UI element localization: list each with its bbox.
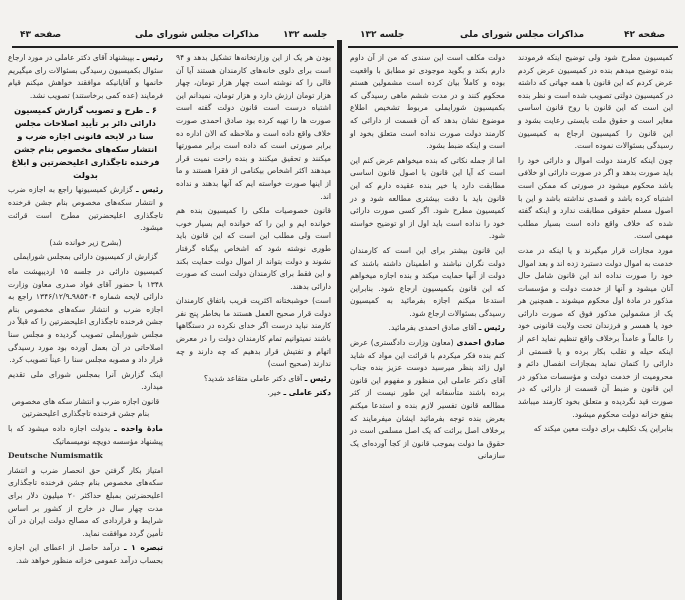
speech-text: بپیشنهاد آقای دکتر عاملی در مورد ارجاع سئوال بکمیسیون رسیدگی بسئوالات رای میگیریم خانمها و آقایانیکه موافقند خواهش میکنم قیام فرمایند (عده کمی برخاستند) تصویب نشد. [8,53,163,100]
running-title: مذاکرات مجلس شورای ملی [460,30,585,40]
page-number: صفحه ۴۳ [20,30,62,40]
centered-line: گزارش از کمیسیون دارائی بمجلس شورایملی [13,252,158,262]
header-rule [12,46,334,48]
section-title: ۶ ـ طرح و تصویب گزارش کمیسیون دارائی دائر بر تأیید اصلاحات مجلس سنا در لایحه قانونی اجازه ضرب و انتشار سکه‌های مخصوص بنام جشن فرخنده تاجگذاری اعلیحضرتین و ابلاغ بدولت [11,105,160,181]
speech-paragraph [350,337,505,463]
paragraph: کمیسیون دارائی در جلسه ۱۵ اردیبهشت ماه ۱۳۴۸ با حضور آقای فواد صدری معاون وزارت دارائی لایحه شماره ۹۸۵۴۰۴ـ۱۳۴۶/۱۲/۹ راجع به اجازه ضرب و انتشار سکه‌های مخصوص بنام جشن فرخنده تاجگذاری اعلیحضرتین را که قبلاً در مجلس شورایملی تصویب گردیده و مجلس سنا اصلاحاتی در آن بعمل آورده بود مورد رسیدگی قرار داد و مصوبه مجلس سنا را عیناً تصویب کرد. [8,266,163,365]
speech-paragraph [350,322,505,335]
column-right [176,52,331,402]
speech-text: آقای دکتر عاملی متقاعد شدید؟ [203,373,303,383]
session-number: جلسه ۱۳۲ [283,30,328,40]
speech-paragraph [8,52,163,102]
paragraph: مورد مجازات قرار میگیرند و یا اینکه در مدت خدمت به اموال دولت دستبرد زده اند و بعد اموال خود را صورت نداده اند این قانون شامل حال آنان میشود و آنها از خدمت دولت و مؤسسات مذکور در مادهٔ اول محکوم میشوند ـ همچنین هر یک از مشمولین مذکور فوق که صورت دارائی خود یا همسر و فرزندان تحت ولایت قانونی خود را عالماً و عامداً برخلاف واقع تنظیم نماید اعم از اینکه حیله و تقلب بکار برده و یا قسمتی از دارائی را کتمان نماید بمجازات انفصال دائم و محرومیت از خدمت دولت و مؤسسات مذکور در این قانون و ضبط آن قسمت از دارائی که در صورت قید نگردیده و متعلق بخود کارمند میباشد بنفع خزانه دولت محکوم میشود. [518,245,673,419]
speech-paragraph [8,542,163,567]
speaker-name: رئیس ـ [136,53,164,62]
speaker-name: مادهٔ واحده ـ [114,424,163,434]
speaker-name: دکتر عاملی ـ [283,388,331,398]
latin-name: Deutsche Numismatik [8,451,103,461]
paragraph: بنابراین یک تکلیف برای دولت معین میکند که [533,424,673,434]
paragraph: بودن هر یک از این وزارتخانه‌ها تشکیل بدهد و ۹۴ است برای دلوی خانه‌های کارمندان هستند آیا آن قالی را که نوشته است چهار هزار تومان، چهار هزار تومان ارزش دارد و هزار تومان، نمیدانم این اشتباه درست است قانون دولت گفته است صورت ها را تهیه کرده بود صادق احمدی صورت خلاف واقع داده است و ملاحظه که الان اداره ده برابر صورتی است که داده است برابر مصورتها میکنند و تحقیق میکنند و بنده راحت نمیت قرار میدهند اکثر اشخاص بیکنامی از فقرا هستند و ما از اینها صورت خواسته ایم که آنها بدهند و نداده اند. [176,53,331,201]
speech-paragraph [176,373,331,386]
paragraph: قانون خصوصیات ملکی را کمیسیون بنده هم خوانده ایم و این را که خوانده ایم بسیار خوب است ولی مطلب این است که این قانون باید طوری نوشته شود که اشخاص بیگناه گرفتار نشوند و دولت بتواند از اموال دولت حمایت بکند و این فقط برای کارمندان دولت است که صورت دارائی بدهند. [176,206,331,291]
speech-text: (معاون وزارت دادگستری) عرض کنم بنده فکر میکردم با قرائت این مواد که شاید اول زائد بنظر میرسید دوست عزیز بنده جناب آقای دکتر عاملی این منظور و مفهوم این قانون برده باشند متأسفانه این طور نیست از کثر مطالعه قانون تفسیر لازم بنده و استدعا میکنم بعرض بنده توجه بفرمائید ایشان میفرمایند که برخلاف اصل برائت که یک اصل مسلمی است در حقوق ما دولت بموجب قانون از کجا آورده‌ای یک سازمانی [350,338,505,461]
centered-line: قانون اجازه ضرب و انتشار سکه های مخصوص بنام جشن فرخنده تاجگذاری اعلیحضرتین [11,396,160,419]
speaker-name: صادق احمدی [456,338,505,348]
speaker-name: تبصره ۱ ـ [124,543,163,553]
paragraph: اینک گزارش آنرا بمجلس شورای ملی تقدیم میدارد. [8,369,163,392]
paragraph: امتیاز بکار گرفتن حق انحصار ضرب و انتشار سکه‌های مخصوص بنام جشن فرخنده تاجگذاری اعلیحضرتین بمبلغ حداکثر ۲۰ میلیون دلار برای مدت چهار سال در خارج از کشور بر اساس شرایط و قراردادی که مصالح دولت ایران در آن تأمین گردد موافقت نماید. [8,465,163,538]
column-left [350,52,505,465]
speech-paragraph [176,387,331,400]
session-number: جلسه ۱۳۲ [360,30,405,40]
speech-text: خیر. [267,388,282,398]
speaker-name: رئیس ـ [136,185,163,195]
left-page [0,0,340,600]
speech-text: بدولت اجازه داده میشود که با پیشنهاد مؤسسه دویچه نومیسماتیک [8,424,163,446]
paragraph: است) خوشبختانه اکثریت قریب باتفاق کارمندان دولت قرار صحیح العمل هستند ما بخاطر پنج نفر کارمند نباید درست اگر خدای نکرده در دستگاهها باشند نمیتوانیم تمام کارمندان دولت را در معرض اتهام و تفتیش قرار بدهیم که چه دارند و چه ندارند (صحیح است) [176,296,331,369]
paragraph: این قانون بیشتر برای این است که کارمندان دولت نگران نباشند و اطمینان داشته باشند که دولت از آنها حمایت میکند و بنده اجازه میخواهم که این قانون بکمیسیون ارجاع شود. بنابراین استدعا میکنم اجازه بفرمائید به کمیسیون رسیدگی بسئوالات ارجاع شود. [350,245,505,318]
speech-paragraph [8,423,163,448]
column-right [518,52,673,438]
page-number: صفحه ۴۲ [624,30,666,40]
centered-line: (بشرح زیر خوانده شد) [49,237,122,247]
speech-paragraph [8,184,163,234]
column-left [8,52,163,570]
right-page [342,0,685,600]
speech-text: آقای صادق احمدی بفرمائید. [388,323,477,333]
speech-text: درآمد حاصل از اعطای این اجازه بحساب درآمد عمومی خزانه منظور خواهد شد. [8,543,163,565]
paragraph: دولت مکلف است این سندی که من از آن داوم دارم بکند و بگوید موجودی تو مطابق با واقعیت بوده و کاملاً بیان کرده است مشمولین هستم محکوم کنند و در مدت ششم ماهی رسیدگی که بکمیسیون شورایملی مربوط تشخیص اطلاع موضوع نشان بدهد که آن قسمت از دارائی که کارمند دولت صورت نداده است متعلق بخود او است و اینکه ضبط بشود. [350,53,505,151]
header-rule [348,46,678,48]
speaker-name: رئیس ـ [478,323,505,333]
paragraph: چون اینکه کارمند دولت اموال و دارائی خود را باید صورت بدهد و اگر در صورت دارائی او خلافی باشد محکوم میشود در صورتی که ممکن است اشتباه کرده باشد و قصدی نداشته باشد و این با اصول مسلم حقوقی مطابقت ندارد و اینکه گفته شده که خلاف واقع داده است بسیار مطلب مهمی است. [518,155,673,241]
running-title: مذاکرات مجلس شورای ملی [135,30,260,40]
speaker-name: رئیس ـ [304,373,331,383]
paragraph: اما از جمله نکاتی که بنده میخواهم عرض کنم این است که آیا این قانون با اصول قانون اساسی مطابقت دارد یا خیر بنده عقیده دارم که این قانون باید با دقت بیشتری مطالعه شود و در کمیسیون مطرح شود. اگر کسی صورت دارائی خود را نداده است باید اول از او توضیح خواسته شود. [350,155,505,241]
paragraph: کمیسیون مطرح شود ولی توضیح اینکه فرمودند بنده توضیح میدهم بنده در کمیسیون عرض کردم عرض کردم که این قانون با همه جهاتی که داشته در کمیسیون دولتی تصویب شده است و نظر بنده این است که این قانون با روح قانون اساسی مغایر است و حقوق ملت بایستی رعایت بشود و این قانون را کمیسیون ارجاع به کمیسیون رسیدگی بسئوالات نموده است. [518,53,673,151]
speech-text: گزارش کمیسیونها راجع به اجازه ضرب و انتشار سکه‌های مخصوص بنام جشن فرخنده تاجگذاری اعلیحضرتین مطرح است قرائت میشود. [8,185,163,233]
